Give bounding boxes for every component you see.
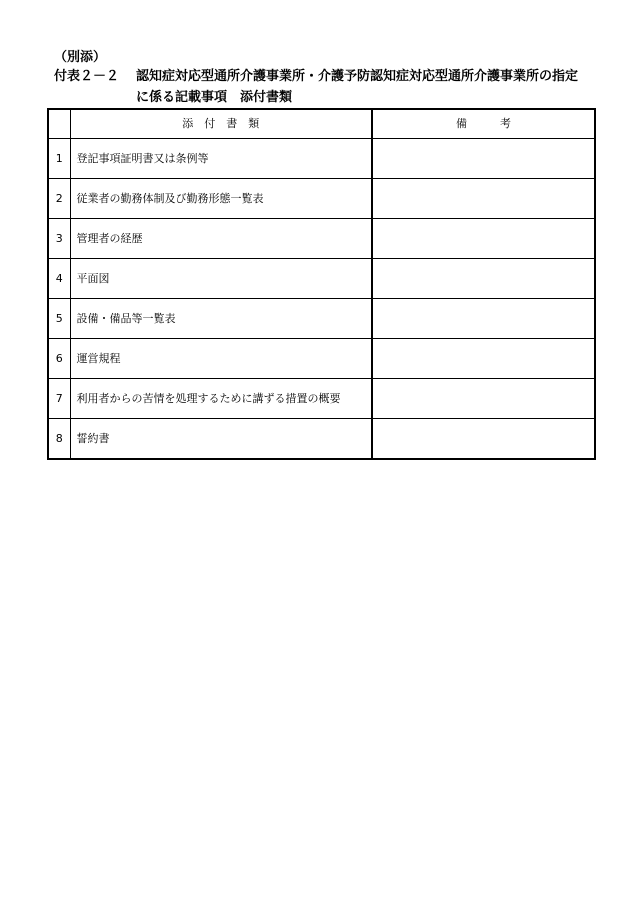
document-name: 従業者の勤務体制及び勤務形態一覧表 [70, 179, 372, 219]
header-remarks: 備 考 [372, 109, 595, 139]
table-row [48, 339, 595, 379]
document-name: 運営規程 [70, 339, 372, 379]
document-name: 管理者の経歴 [70, 219, 372, 259]
remark-cell[interactable] [372, 219, 595, 259]
table-row [48, 379, 595, 419]
table-row [48, 259, 595, 299]
attachments-table [47, 108, 596, 460]
remark-cell[interactable] [372, 339, 595, 379]
table-header-row [48, 109, 595, 139]
table-row [48, 139, 595, 179]
document-name: 平面図 [70, 259, 372, 299]
remark-cell[interactable] [372, 379, 595, 419]
header-documents: 添 付 書 類 [70, 109, 372, 139]
table-row [48, 419, 595, 460]
row-number: 7 [48, 379, 70, 419]
page-title-line-1: 認知症対応型通所介護事業所・介護予防認知症対応型通所介護事業所の指定 [136, 69, 579, 84]
row-number: 2 [48, 179, 70, 219]
table-row [48, 299, 595, 339]
row-number: 8 [48, 419, 70, 460]
form-number: 付表２－２ [54, 69, 120, 84]
document-name: 誓約書 [70, 419, 372, 460]
table-row [48, 219, 595, 259]
row-number: 1 [48, 139, 70, 179]
document-name: 登記事項証明書又は条例等 [70, 139, 372, 179]
row-number: 6 [48, 339, 70, 379]
row-number: 3 [48, 219, 70, 259]
remark-cell[interactable] [372, 299, 595, 339]
page-title-line-2: に係る記載事項 添付書類 [136, 90, 293, 105]
remark-cell[interactable] [372, 139, 595, 179]
table-row [48, 179, 595, 219]
document-name: 利用者からの苦情を処理するために講ずる措置の概要 [70, 379, 372, 419]
remark-cell[interactable] [372, 419, 595, 460]
header-number-cell [48, 109, 70, 139]
remark-cell[interactable] [372, 179, 595, 219]
remark-cell[interactable] [372, 259, 595, 299]
annex-label: （別添） [54, 50, 107, 65]
row-number: 5 [48, 299, 70, 339]
document-name: 設備・備品等一覧表 [70, 299, 372, 339]
row-number: 4 [48, 259, 70, 299]
